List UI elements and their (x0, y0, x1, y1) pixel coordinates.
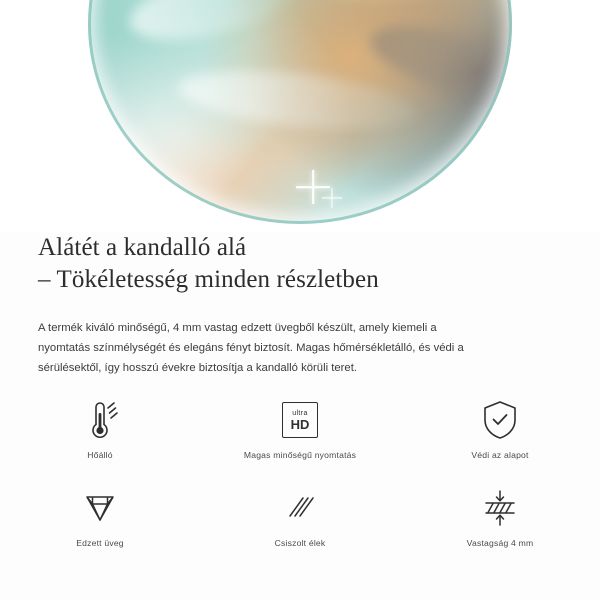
feature-label: Edzett üveg (76, 538, 124, 548)
feature-item-print-quality (200, 398, 400, 466)
headline-line-1: Alátét a kandalló alá (38, 234, 247, 261)
ultra-hd-badge-bottom: HD (290, 416, 310, 432)
feature-label: Vastagság 4 mm (466, 538, 534, 548)
shield-check-icon (481, 398, 519, 442)
feature-grid (0, 398, 600, 554)
feature-label: Hőálló (87, 450, 113, 460)
text-content (0, 232, 600, 378)
sparkle-icon (322, 188, 342, 208)
feature-item-tempered-glass (0, 486, 200, 554)
feature-label: Védi az alapot (471, 450, 529, 460)
ultra-hd-icon (282, 398, 318, 442)
marble-streak (123, 0, 302, 54)
round-glass-board-image (88, 0, 512, 224)
feature-item-polished-edges (200, 486, 400, 554)
feature-label: Magas minőségű nyomtatás (243, 450, 357, 460)
headline-line-2: – Tökéletesség minden részletben (38, 266, 379, 293)
marble-streak (176, 62, 420, 139)
diamond-icon (79, 486, 121, 530)
hero-product-image (0, 0, 600, 232)
feature-item-surface-protection (400, 398, 600, 466)
feature-item-thickness (400, 486, 600, 554)
page-title (0, 232, 600, 296)
body-paragraph: A termék kiváló minőségű, 4 mm vastag edzett üvegből készült, amely kiemeli a nyomtatás színmélységét és elegáns fényt biztosít. Magas hőmérsékletálló, és védi a sérülésektől, így hosszú évekre biztosítja a kandalló körüli teret. (38, 322, 464, 374)
feature-label: Csiszolt élek (274, 538, 326, 548)
marble-streak (364, 13, 512, 109)
polished-edges-icon (280, 486, 320, 530)
feature-item-heat-resistant (0, 398, 200, 466)
ultra-hd-badge-top: ultra (292, 409, 308, 417)
thermometer-icon (80, 398, 120, 442)
thickness-arrows-icon (478, 486, 522, 530)
marble-streak (326, 0, 512, 8)
